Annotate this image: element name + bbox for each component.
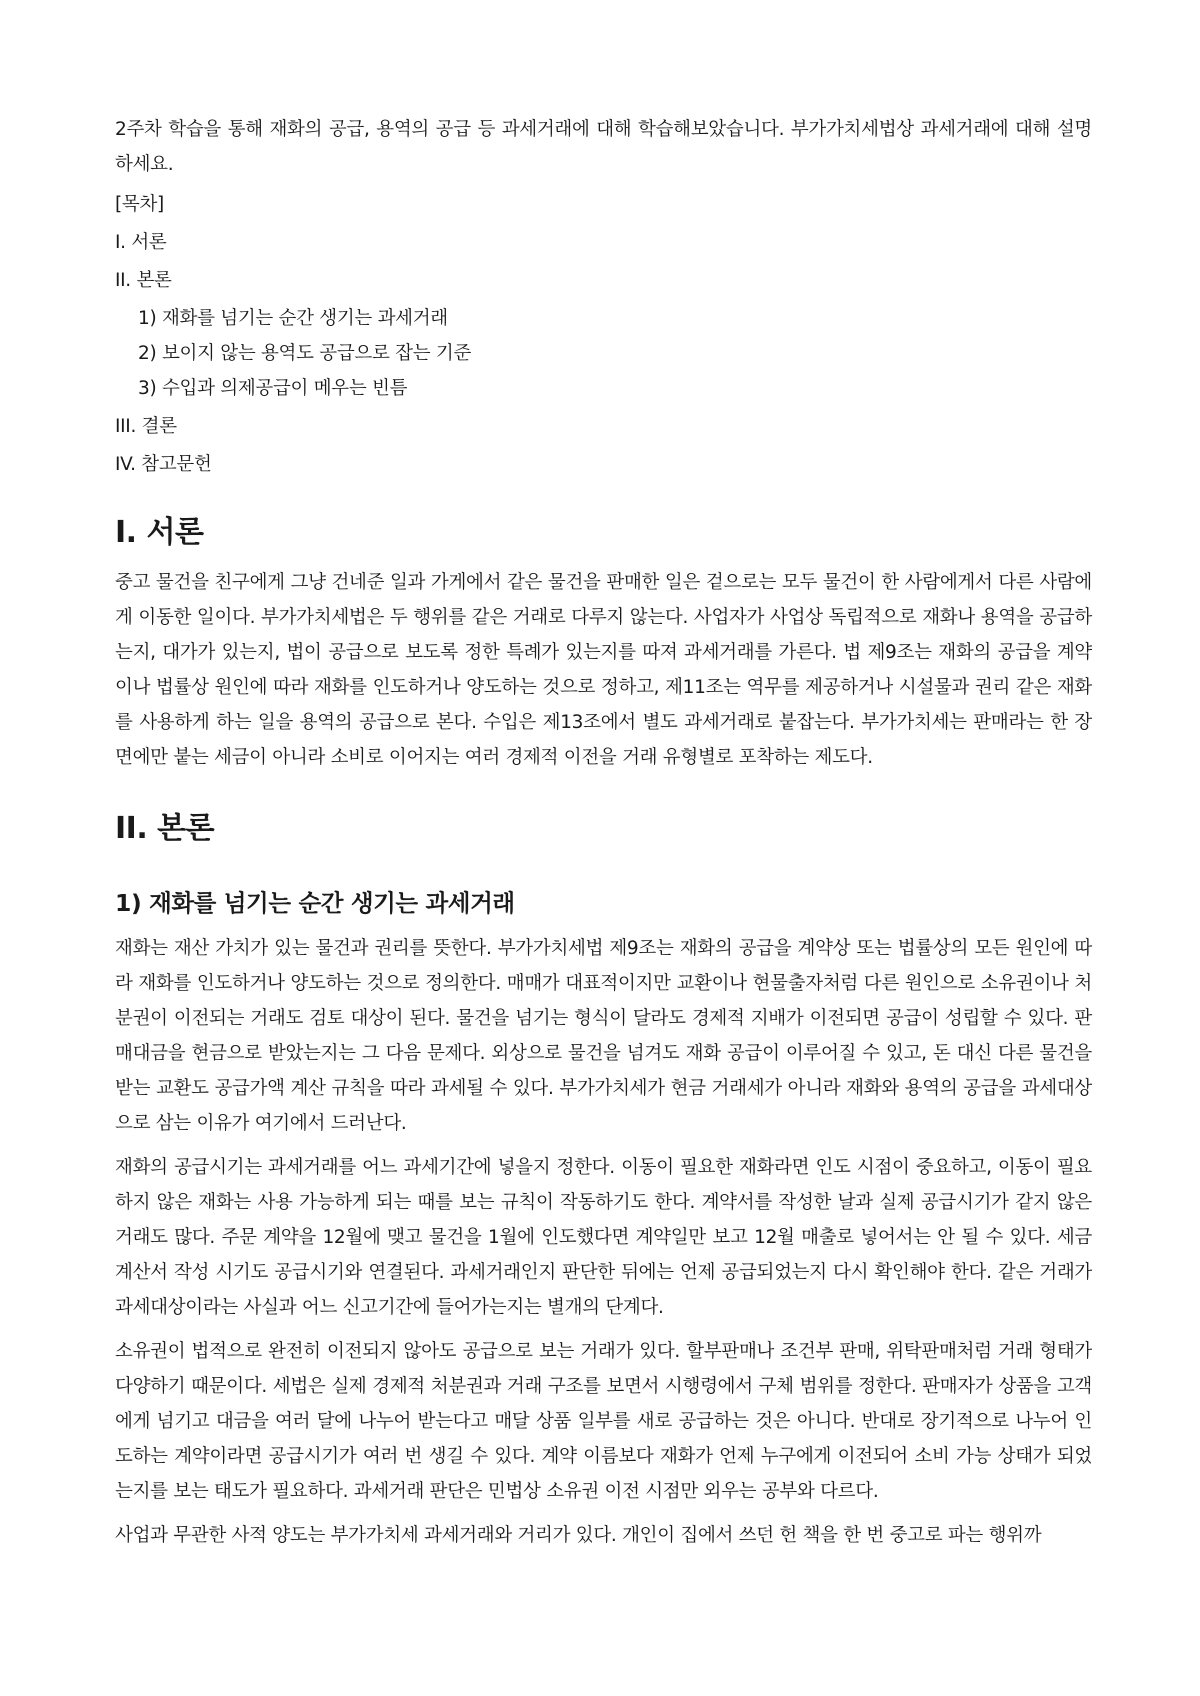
body-paragraph: 사업과 무관한 사적 양도는 부가가치세 과세거래와 거리가 있다. 개인이 집에서 쓰던 헌 책을 한 번 중고로 파는 행위까 [115, 1525, 1042, 1546]
toc-item: III. 결론 [115, 416, 177, 437]
body-paragraph: 재화는 재산 가치가 있는 물건과 권리를 뜻한다. 부가가치세법 제9조는 재화의 공급을 계약상 또는 법률상의 모든 원인에 따라 재화를 인도하거나 양도하는 것으로 정의한다. 매매가 대표적이지만 교환이나 현물출자처럼 다른 원인으로 소유권이나 처분권이 이전되는 거래도 검토 대상이 된다. 물건을 넘기는 형식이 달라도 경제적 지배가 이전되면 공급이 성립할 수 있다. 판매대금을 현금으로 받았는지는 그 다음 문제다. 외상으로 물건을 넘겨도 재화 공급이 이루어질 수 있고, 돈 대신 다른 물건을 받는 교환도 공급가액 계산 규칙을 따라 과세될 수 있다. 부가가치세가 현금 거래세가 아니라 재화와 용역의 공급을 과세대상으로 삼는 이유가 여기에서 드러난다. [115, 938, 1092, 1134]
toc-subitem: 2) 보이지 않는 용역도 공급으로 잡는 기준 [138, 343, 472, 364]
subsection-heading-goods-supply: 1) 재화를 넘기는 순간 생기는 과세거래 [115, 889, 515, 917]
toc-subitem: 1) 재화를 넘기는 순간 생기는 과세거래 [138, 308, 448, 329]
toc-subitem: 3) 수입과 의제공급이 메우는 빈틈 [138, 378, 408, 399]
section-heading-body: II. 본론 [115, 811, 215, 846]
toc-item: IV. 참고문헌 [115, 454, 212, 475]
table-of-contents [115, 191, 1092, 479]
section-heading-introduction: I. 서론 [115, 515, 204, 550]
toc-item: II. 본론 [115, 270, 172, 291]
introduction-paragraph: 중고 물건을 친구에게 그냥 건네준 일과 가게에서 같은 물건을 판매한 일은 겉으로는 모두 물건이 한 사람에게서 다른 사람에게 이동한 일이다. 부가가치세법은 두 행위를 같은 거래로 다루지 않는다. 사업자가 사업상 독립적으로 재화나 용역을 공급하는지, 대가가 있는지, 법이 공급으로 보도록 정한 특례가 있는지를 따져 과세거래를 가른다. 법 제9조는 재화의 공급을 계약이나 법률상 원인에 따라 재화를 인도하거나 양도하는 것으로 정하고, 제11조는 역무를 제공하거나 시설물과 권리 같은 재화를 사용하게 하는 일을 용역의 공급으로 본다. 수입은 제13조에서 별도 과세거래로 붙잡는다. 부가가치세는 판매라는 한 장면에만 붙는 세금이 아니라 소비로 이어지는 여러 경제적 이전을 거래 유형별로 포착하는 제도다. [115, 572, 1092, 768]
toc-label: [목차] [115, 194, 164, 215]
body-paragraph: 소유권이 법적으로 완전히 이전되지 않아도 공급으로 보는 거래가 있다. 할부판매나 조건부 판매, 위탁판매처럼 거래 형태가 다양하기 때문이다. 세법은 실제 경제적 처분권과 거래 구조를 보면서 시행령에서 구체 범위를 정한다. 판매자가 상품을 고객에게 넘기고 대금을 여러 달에 나누어 받는다고 매달 상품 일부를 새로 공급하는 것은 아니다. 반대로 장기적으로 나누어 인도하는 계약이라면 공급시기가 여러 번 생길 수 있다. 계약 이름보다 재화가 언제 누구에게 이전되어 소비 가능 상태가 되었는지를 보는 태도가 필요하다. 과세거래 판단은 민법상 소유권 이전 시점만 외우는 공부와 다르다. [115, 1341, 1092, 1502]
toc-item: I. 서론 [115, 232, 167, 253]
assignment-prompt: 2주차 학습을 통해 재화의 공급, 용역의 공급 등 과세거래에 대해 학습해보았습니다. 부가가치세법상 과세거래에 대해 설명하세요. [115, 119, 1092, 175]
body-paragraph: 재화의 공급시기는 과세거래를 어느 과세기간에 넣을지 정한다. 이동이 필요한 재화라면 인도 시점이 중요하고, 이동이 필요하지 않은 재화는 사용 가능하게 되는 때를 보는 규칙이 작동하기도 한다. 계약서를 작성한 날과 실제 공급시기가 같지 않은 거래도 많다. 주문 계약을 12월에 맺고 물건을 1월에 인도했다면 계약일만 보고 12월 매출로 넣어서는 안 될 수 있다. 세금계산서 작성 시기도 공급시기와 연결된다. 과세거래인지 판단한 뒤에는 언제 공급되었는지 다시 확인해야 한다. 같은 거래가 과세대상이라는 사실과 어느 신고기간에 들어가는지는 별개의 단계다. [115, 1157, 1092, 1318]
